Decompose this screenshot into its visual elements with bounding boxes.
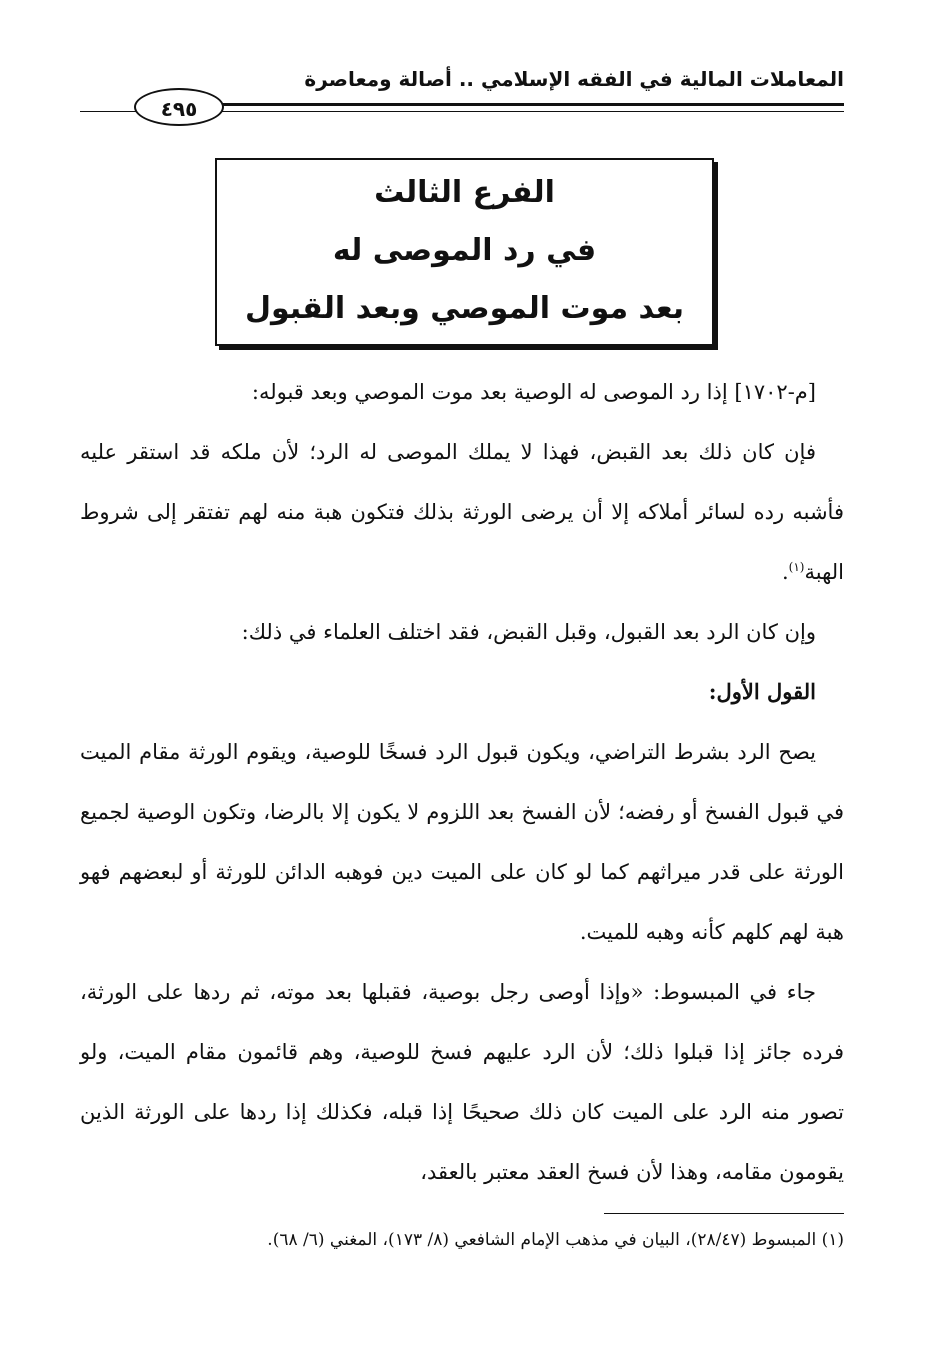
footnote-separator: [604, 1213, 844, 1214]
paragraph-first-opinion: يصح الرد بشرط التراضي، ويكون قبول الرد فسخًا للوصية، ويقوم الورثة مقام الميت في قبول الفسخ أو رفضه؛ لأن الفسخ بعد اللزوم لا يكون إلا بالرضا، وتكون الوصية لجميع الورثة على قدر ميراثهم كما لو كان على الميت دين فوهبه الدائن للورثة أو لبعضهم فهو هبة لهم كلهم كأنه وهبه للميت.: [80, 740, 844, 944]
paragraph-before-possession: وإن كان الرد بعد القبول، وقبل القبض، فقد اختلف العلماء في ذلك:: [241, 620, 816, 644]
section-title-line-3: بعد موت الموصي وبعد القبول: [244, 291, 685, 326]
footnote-ref: (١): [788, 560, 805, 574]
paragraph-after-possession: [80, 422, 844, 602]
paragraph-mabsut-quote: جاء في المبسوط: «وإذا أوصى رجل بوصية، فقبلها بعد موته، ثم ردها على الورثة، فرده جائز إذا قبلوا ذلك؛ لأن الرد عليهم فسخ للوصية، وهم قائمون مقام الميت، ولو تصور منه الرد على الميت كان ذلك صحيحًا إذا قبله، فكذلك إذا ردها على الورثة الذين يقومون مقامه، وهذا لأن فسخ العقد معتبر بالعقد،: [80, 980, 844, 1184]
section-title-line-1: الفرع الثالث: [374, 175, 555, 210]
paragraph-after-possession-text: فإن كان ذلك بعد القبض، فهذا لا يملك الموصى له الرد؛ لأن ملكه قد استقر عليه فأشبه رده لسائر أملاكه إلا أن يرضى الورثة بذلك فتكون هبة منه لهم تفتقر إلى شروط الهبة: [80, 440, 844, 584]
running-header-title: المعاملات المالية في الفقه الإسلامي .. أصالة ومعاصرة: [304, 67, 844, 91]
section-title-line-2: في رد الموصى له: [332, 233, 597, 268]
page-number: ٤٩٥: [134, 88, 224, 126]
section-title-box: [215, 158, 714, 346]
header-rule: [215, 103, 844, 106]
paragraph-after-possession-end: .: [781, 560, 789, 584]
footnote: (١) المبسوط (٢٨/٤٧)، البيان في مذهب الإمام الشافعي (٨/ ١٧٣)، المغني (٦/ ٦٨).: [267, 1230, 844, 1250]
paragraph-issue-number: [م-١٧٠٢] إذا رد الموصى له الوصية بعد موت الموصي وبعد قبوله:: [251, 380, 816, 404]
subheading-first-opinion: القول الأول:: [708, 679, 816, 704]
